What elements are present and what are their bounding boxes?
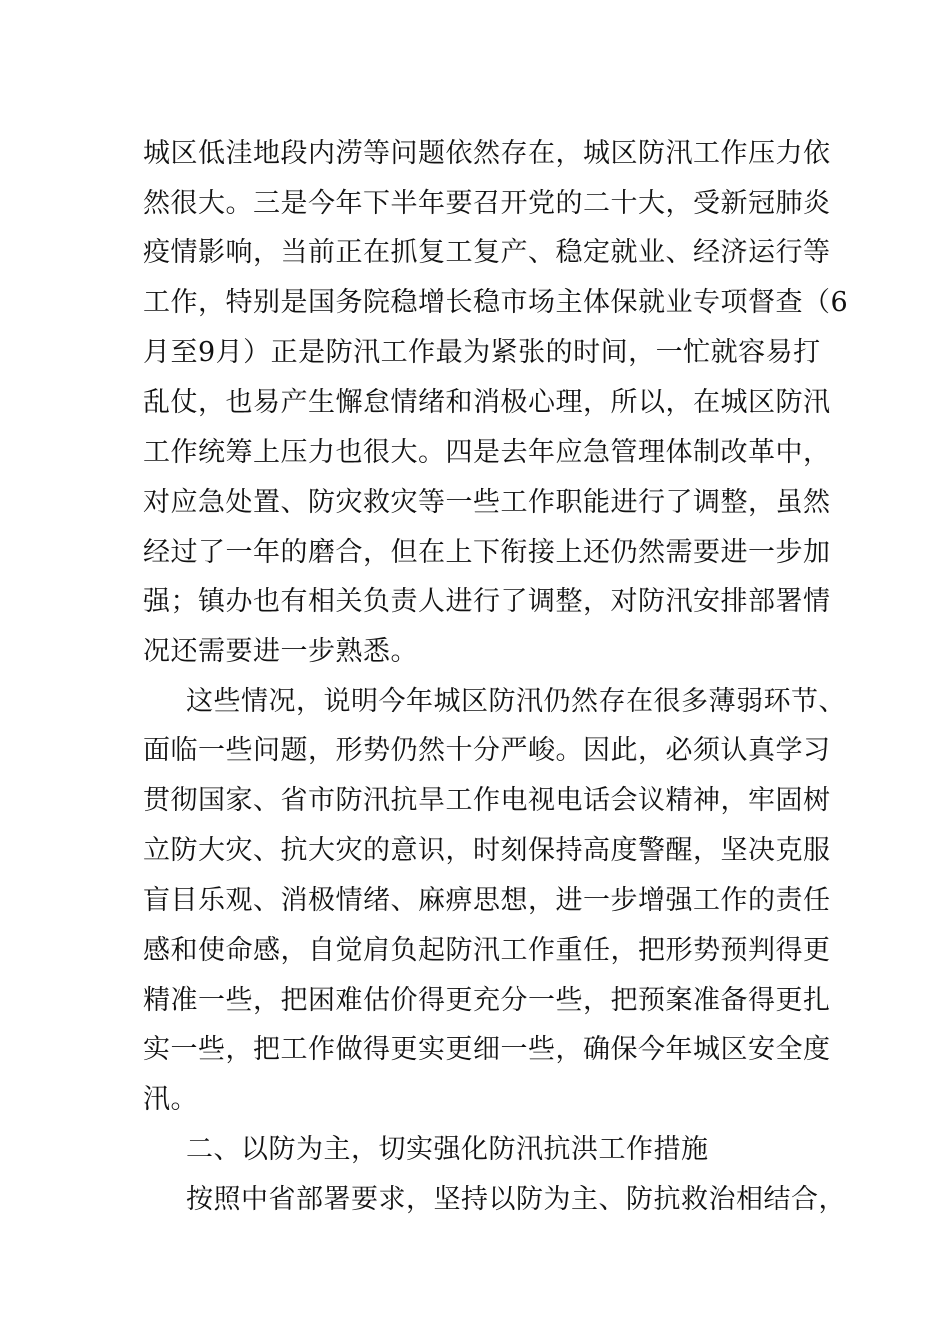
- text-line: 面临一些问题，形势仍然十分严峻。因此，必须认真学习: [143, 735, 831, 766]
- text-line: 城区低洼地段内涝等问题依然存在，城区防汛工作压力依: [143, 138, 831, 169]
- text-line: 对应急处置、防灾救灾等一些工作职能进行了调整，虽然: [143, 487, 831, 518]
- text-line: 贯彻国家、省市防汛抗旱工作电视电话会议精神，牢固树: [143, 785, 831, 816]
- text-line: 盲目乐观、消极情绪、麻痹思想，进一步增强工作的责任: [143, 885, 831, 916]
- text-line: 月至9月）正是防汛工作最为紧张的时间，一忙就容易打: [143, 337, 821, 368]
- paragraph-first-line: 按照中省部署要求，坚持以防为主、防抗救治相结合，: [186, 1184, 846, 1215]
- text-line: 工作统筹上压力也很大。四是去年应急管理体制改革中，: [143, 437, 831, 468]
- text-line: 强；镇办也有相关负责人进行了调整，对防汛安排部署情: [143, 586, 831, 617]
- text-line: 经过了一年的磨合，但在上下衔接上还仍然需要进一步加: [143, 537, 831, 568]
- section-heading: 二、以防为主，切实强化防汛抗洪工作措施: [186, 1134, 709, 1165]
- text-line: 况还需要进一步熟悉。: [143, 636, 418, 667]
- text-line: 然很大。三是今年下半年要召开党的二十大，受新冠肺炎: [143, 188, 831, 219]
- text-line: 感和使命感，自觉肩负起防汛工作重任，把形势预判得更: [143, 935, 831, 966]
- text-line: 实一些，把工作做得更实更细一些，确保今年城区安全度: [143, 1034, 831, 1065]
- text-line: 精准一些，把困难估价得更充分一些，把预案准备得更扎: [143, 985, 831, 1016]
- text-line: 立防大灾、抗大灾的意识，时刻保持高度警醒，坚决克服: [143, 835, 831, 866]
- paragraph-first-line: 这些情况，说明今年城区防汛仍然存在很多薄弱环节、: [186, 686, 846, 717]
- text-line: 疫情影响，当前正在抓复工复产、稳定就业、经济运行等: [143, 237, 831, 268]
- text-line: 工作，特别是国务院稳增长稳市场主体保就业专项督查（6: [143, 287, 849, 318]
- text-line: 汛。: [143, 1084, 198, 1115]
- text-line: 乱仗，也易产生懈怠情绪和消极心理，所以，在城区防汛: [143, 387, 831, 418]
